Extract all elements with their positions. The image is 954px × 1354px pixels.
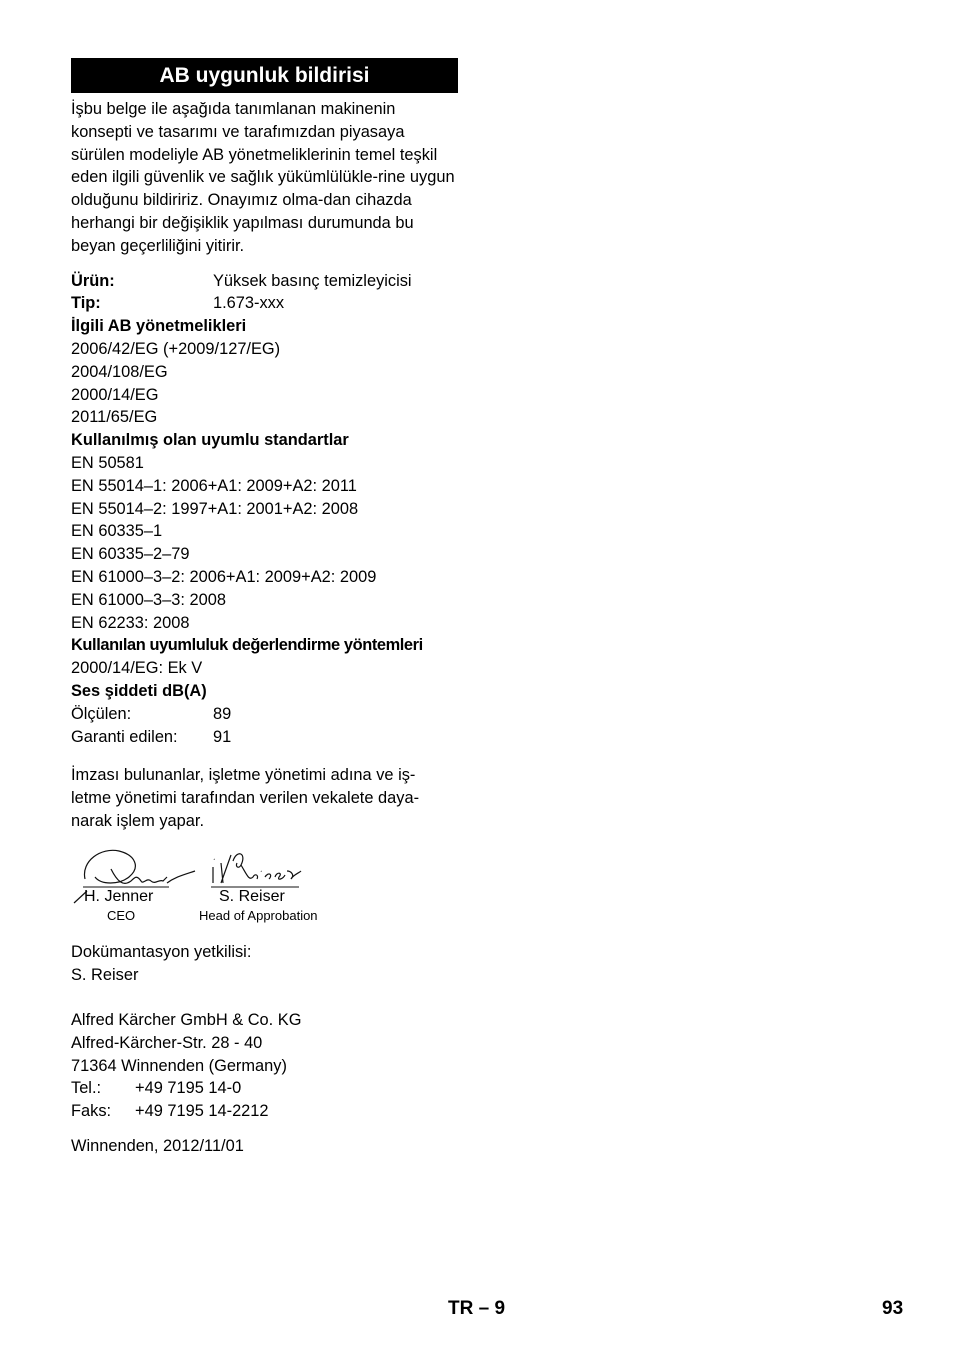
- tel-label: Tel.:: [71, 1079, 102, 1098]
- standard-item: EN 55014–2: 1997+A1: 2001+A2: 2008: [71, 499, 359, 518]
- address-street: Alfred-Kärcher-Str. 28 - 40: [71, 1033, 263, 1052]
- page-number: 93: [882, 1298, 904, 1319]
- address-city: 71364 Winnenden (Germany): [71, 1056, 287, 1075]
- fax-value: +49 7195 14-2212: [135, 1102, 269, 1121]
- documentation-label: Dokümantasyon yetkilisi:: [71, 942, 252, 961]
- signatories-note-line: letme yönetimi tarafından verilen vekalete daya-: [71, 789, 420, 808]
- sound-guaranteed-value: 91: [213, 727, 232, 746]
- directive-item: 2011/65/EG: [71, 408, 158, 427]
- signer-role: Head of Approbation: [199, 907, 318, 923]
- product-label: Ürün:: [71, 271, 115, 290]
- address-tel-row: [71, 1077, 458, 1100]
- sound-guaranteed-label: Garanti edilen:: [71, 727, 178, 746]
- standard-item: EN 62233: 2008: [71, 613, 190, 632]
- address-fax-row: [71, 1100, 458, 1123]
- standard-item: EN 61000–3–2: 2006+A1: 2009+A2: 2009: [71, 567, 377, 586]
- directive-item: 2004/108/EG: [71, 362, 168, 381]
- method-item: 2000/14/EG: Ek V: [71, 659, 203, 678]
- methods-heading: Kullanılan uyumluluk değerlendirme yöntemleri: [71, 636, 423, 655]
- sound-heading: Ses şiddeti dB(A): [71, 681, 207, 700]
- signer-name: S. Reiser: [219, 887, 285, 905]
- signer-role: CEO: [107, 907, 136, 923]
- standard-item: EN 60335–2–79: [71, 545, 190, 564]
- standard-item: EN 61000–3–3: 2008: [71, 590, 226, 609]
- product-value: Yüksek basınç temizleyicisi: [213, 271, 412, 290]
- signatories-note-line: narak işlem yapar.: [71, 811, 205, 830]
- product-row: [71, 270, 458, 293]
- type-value: 1.673-xxx: [213, 294, 285, 313]
- standards-heading: Kullanılmış olan uyumlu standartlar: [71, 431, 349, 450]
- tel-value: +49 7195 14-0: [135, 1079, 242, 1098]
- type-row: [71, 292, 458, 315]
- sound-measured-value: 89: [213, 704, 232, 723]
- sound-measured-label: Ölçülen:: [71, 704, 132, 723]
- date-line: Winnenden, 2012/11/01: [71, 1137, 244, 1156]
- fax-label: Faks:: [71, 1102, 112, 1121]
- documentation-name: S. Reiser: [71, 965, 139, 984]
- intro-paragraph: İşbu belge ile aşağıda tanımlanan makinenin konsepti ve tasarımı ve tarafımızdan piyasaya sürülen modeliyle AB yönetmeliklerinin temel teşkil eden ilgili güvenlik ve sağlık yükümlülükle-rine uygun olduğunu bildiririz. Onayımız olma-dan cihazda herhangi bir değişiklik yapılması durumunda bu beyan geçerliliğini yitirir.: [71, 100, 455, 255]
- signature-block: [71, 841, 458, 941]
- signatories-note-line: İmzası bulunanlar, işletme yönetimi adına ve iş-: [71, 766, 416, 785]
- standard-item: EN 55014–1: 2006+A1: 2009+A2: 2011: [71, 476, 357, 495]
- declaration-column: [71, 58, 458, 1158]
- standard-item: EN 60335–1: [71, 522, 163, 541]
- sound-measured-row: [71, 703, 458, 726]
- standard-item: EN 50581: [71, 453, 144, 472]
- directive-item: 2006/42/EG (+2009/127/EG): [71, 339, 281, 358]
- address-company: Alfred Kärcher GmbH & Co. KG: [71, 1011, 302, 1030]
- section-title: AB uygunluk bildirisi: [71, 58, 458, 93]
- directive-item: 2000/14/EG: [71, 385, 159, 404]
- signer-name: H. Jenner: [84, 887, 154, 905]
- directives-heading: İlgili AB yönetmelikleri: [71, 317, 247, 336]
- sound-guaranteed-row: [71, 726, 458, 749]
- footer-section: TR – 9: [448, 1298, 506, 1319]
- type-label: Tip:: [71, 294, 101, 313]
